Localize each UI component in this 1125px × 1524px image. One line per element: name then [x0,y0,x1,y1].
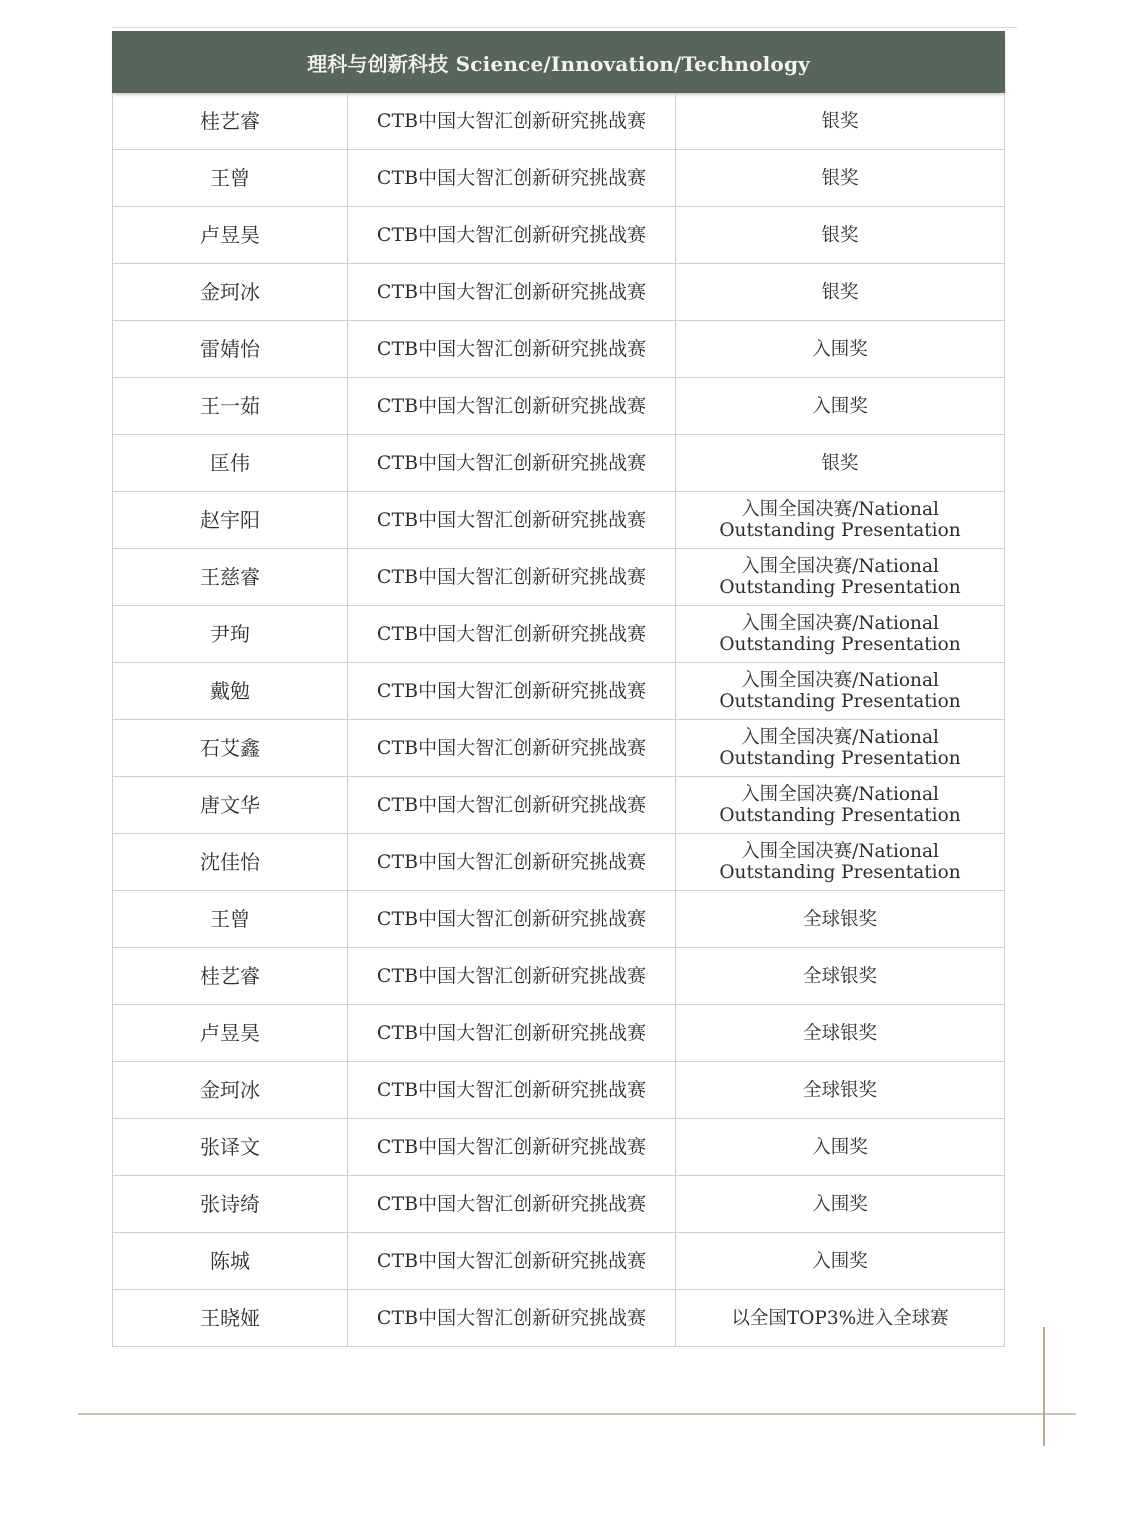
student-name-cell: 沈佳怡 [113,834,348,891]
competition-cell: CTB中国大智汇创新研究挑战赛 [348,150,676,207]
student-name-cell: 雷婧怡 [113,321,348,378]
table-row [113,378,1005,435]
student-name-cell: 戴勉 [113,663,348,720]
competition-cell: CTB中国大智汇创新研究挑战赛 [348,891,676,948]
table-row [113,150,1005,207]
award-cell: 全球银奖 [676,891,1005,948]
student-name-cell: 王慈睿 [113,549,348,606]
table-row [113,834,1005,891]
competition-cell: CTB中国大智汇创新研究挑战赛 [348,606,676,663]
table-row [113,606,1005,663]
student-name-cell: 王一茹 [113,378,348,435]
award-cell: 入围全国决赛/National Outstanding Presentation [676,606,1005,663]
award-cell: 入围奖 [676,321,1005,378]
award-cell: 银奖 [676,264,1005,321]
table-row [113,1005,1005,1062]
award-cell: 银奖 [676,207,1005,264]
competition-cell: CTB中国大智汇创新研究挑战赛 [348,264,676,321]
award-cell: 银奖 [676,435,1005,492]
award-cell: 入围奖 [676,1176,1005,1233]
award-cell: 银奖 [676,93,1005,150]
table-row [113,777,1005,834]
table-title: 理科与创新科技 Science/Innovation/Technology [113,32,1005,93]
competition-cell: CTB中国大智汇创新研究挑战赛 [348,663,676,720]
student-name-cell: 卢昱昊 [113,207,348,264]
corner-accent-line [1043,1327,1045,1446]
table-header-row [113,32,1005,93]
student-name-cell: 石艾鑫 [113,720,348,777]
competition-cell: CTB中国大智汇创新研究挑战赛 [348,1233,676,1290]
table-row [113,1176,1005,1233]
bottom-divider [78,1413,1076,1415]
table-row [113,663,1005,720]
competition-cell: CTB中国大智汇创新研究挑战赛 [348,435,676,492]
student-name-cell: 张诗绮 [113,1176,348,1233]
awards-table [112,31,1005,1347]
competition-cell: CTB中国大智汇创新研究挑战赛 [348,1005,676,1062]
award-cell: 入围全国决赛/National Outstanding Presentation [676,549,1005,606]
table-body [113,93,1005,1347]
competition-cell: CTB中国大智汇创新研究挑战赛 [348,1062,676,1119]
award-cell: 入围全国决赛/National Outstanding Presentation [676,492,1005,549]
competition-cell: CTB中国大智汇创新研究挑战赛 [348,492,676,549]
student-name-cell: 金珂冰 [113,264,348,321]
competition-cell: CTB中国大智汇创新研究挑战赛 [348,1119,676,1176]
competition-cell: CTB中国大智汇创新研究挑战赛 [348,834,676,891]
award-cell: 全球银奖 [676,948,1005,1005]
award-cell: 全球银奖 [676,1062,1005,1119]
student-name-cell: 卢昱昊 [113,1005,348,1062]
student-name-cell: 王曾 [113,891,348,948]
table-row [113,1062,1005,1119]
table-row [113,1290,1005,1347]
competition-cell: CTB中国大智汇创新研究挑战赛 [348,1176,676,1233]
award-cell: 全球银奖 [676,1005,1005,1062]
table-row [113,93,1005,150]
student-name-cell: 尹珣 [113,606,348,663]
table-row [113,435,1005,492]
competition-cell: CTB中国大智汇创新研究挑战赛 [348,93,676,150]
table-row [113,492,1005,549]
student-name-cell: 张译文 [113,1119,348,1176]
competition-cell: CTB中国大智汇创新研究挑战赛 [348,549,676,606]
award-cell: 入围全国决赛/National Outstanding Presentation [676,834,1005,891]
table-row [113,549,1005,606]
award-cell: 以全国TOP3%进入全球赛 [676,1290,1005,1347]
table-row [113,321,1005,378]
competition-cell: CTB中国大智汇创新研究挑战赛 [348,321,676,378]
student-name-cell: 桂艺睿 [113,948,348,1005]
student-name-cell: 匡伟 [113,435,348,492]
student-name-cell: 王曾 [113,150,348,207]
award-cell: 银奖 [676,150,1005,207]
table-row [113,720,1005,777]
competition-cell: CTB中国大智汇创新研究挑战赛 [348,207,676,264]
student-name-cell: 金珂冰 [113,1062,348,1119]
student-name-cell: 赵宇阳 [113,492,348,549]
award-cell: 入围奖 [676,378,1005,435]
table-row [113,264,1005,321]
top-divider [112,27,1017,28]
competition-cell: CTB中国大智汇创新研究挑战赛 [348,378,676,435]
table-row [113,1233,1005,1290]
award-cell: 入围全国决赛/National Outstanding Presentation [676,777,1005,834]
student-name-cell: 唐文华 [113,777,348,834]
table-row [113,948,1005,1005]
award-cell: 入围奖 [676,1119,1005,1176]
competition-cell: CTB中国大智汇创新研究挑战赛 [348,948,676,1005]
competition-cell: CTB中国大智汇创新研究挑战赛 [348,720,676,777]
table-row [113,891,1005,948]
table-row [113,1119,1005,1176]
competition-cell: CTB中国大智汇创新研究挑战赛 [348,1290,676,1347]
student-name-cell: 王晓娅 [113,1290,348,1347]
student-name-cell: 陈城 [113,1233,348,1290]
award-cell: 入围全国决赛/National Outstanding Presentation [676,663,1005,720]
student-name-cell: 桂艺睿 [113,93,348,150]
competition-cell: CTB中国大智汇创新研究挑战赛 [348,777,676,834]
table-row [113,207,1005,264]
award-cell: 入围全国决赛/National Outstanding Presentation [676,720,1005,777]
award-cell: 入围奖 [676,1233,1005,1290]
